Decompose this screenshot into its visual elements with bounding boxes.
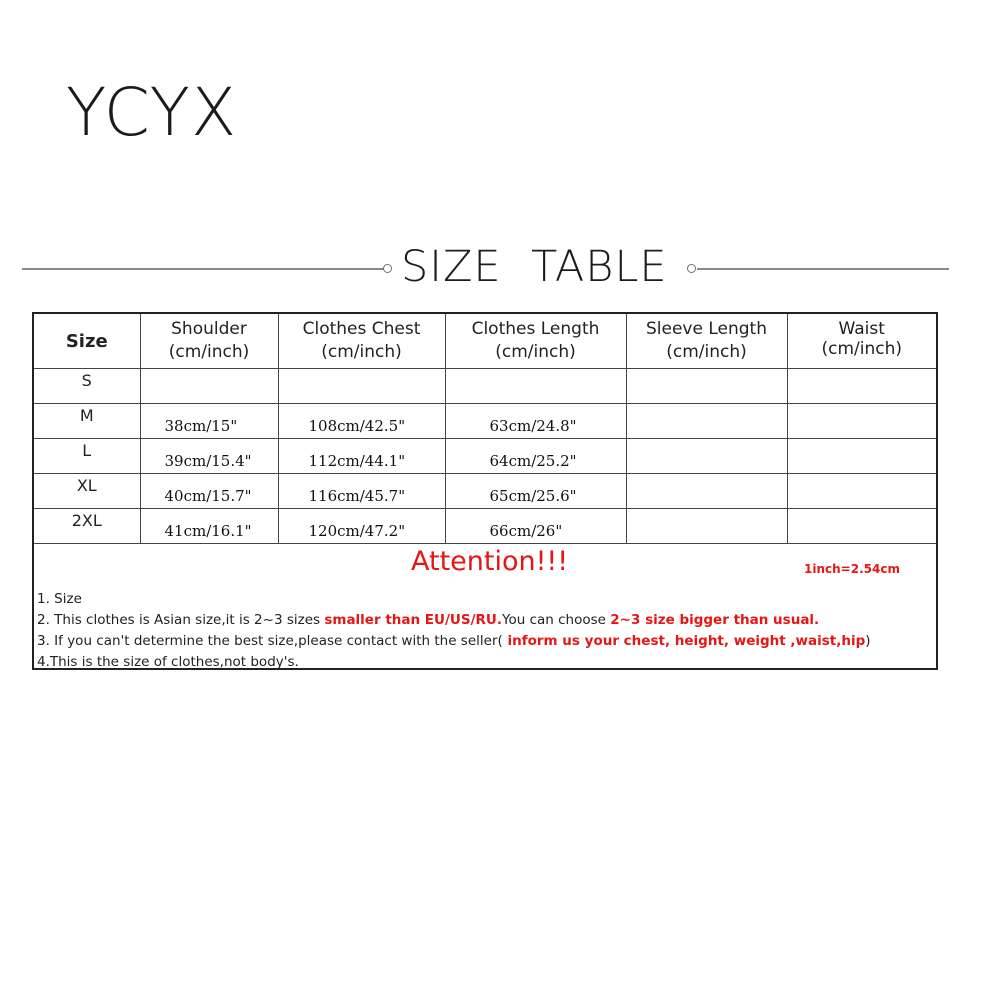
brand-logo-text: YCYX	[66, 74, 238, 151]
shoulder-cell: 39cm/15.4"	[140, 439, 278, 474]
sleeve-column-header: Sleeve Length (cm/inch)	[626, 313, 787, 369]
attention-title: Attention!!!	[411, 546, 569, 577]
size-table-heading: SIZE TABLE	[401, 242, 668, 292]
table-row	[33, 369, 937, 404]
notes-row	[33, 544, 937, 670]
chest-cell: 116cm/45.7"	[278, 474, 445, 509]
length-cell: 64cm/25.2"	[445, 439, 626, 474]
shoulder-cell: 41cm/16.1"	[140, 509, 278, 544]
table-row	[33, 439, 937, 474]
sleeve-cell	[626, 439, 787, 474]
chest-cell: 108cm/42.5"	[278, 404, 445, 439]
length-cell: 63cm/24.8"	[445, 404, 626, 439]
sleeve-cell	[626, 369, 787, 404]
size-table	[32, 312, 938, 670]
chest-cell: 112cm/44.1"	[278, 439, 445, 474]
table-row	[33, 474, 937, 509]
waist-cell	[787, 474, 937, 509]
shoulder-cell: 40cm/15.7"	[140, 474, 278, 509]
table-row	[33, 404, 937, 439]
heading-divider-right	[697, 268, 949, 270]
chest-column-header: Clothes Chest (cm/inch)	[278, 313, 445, 369]
waist-cell	[787, 439, 937, 474]
sleeve-cell	[626, 509, 787, 544]
table-row	[33, 509, 937, 544]
size-cell: XL	[33, 474, 140, 509]
waist-cell	[787, 509, 937, 544]
sleeve-cell	[626, 404, 787, 439]
inch-conversion: 1inch=2.54cm	[804, 562, 900, 576]
heading-divider-right-dot	[687, 264, 696, 273]
note-3: 3. If you can't determine the best size,please contact with the seller( inform us your chest, height, weight ,waist,hip)	[37, 633, 871, 649]
waist-cell	[787, 404, 937, 439]
shoulder-cell: 38cm/15"	[140, 404, 278, 439]
length-cell	[445, 369, 626, 404]
chest-cell: 120cm/47.2"	[278, 509, 445, 544]
notes-list	[37, 589, 936, 669]
length-column-header: Clothes Length (cm/inch)	[445, 313, 626, 369]
chest-cell	[278, 369, 445, 404]
size-cell: L	[33, 439, 140, 474]
table-header-row	[33, 313, 937, 369]
size-cell: M	[33, 404, 140, 439]
note-2: 2. This clothes is Asian size,it is 2~3 sizes smaller than EU/US/RU.You can choose 2~3 size bigger than usual.	[37, 612, 820, 628]
note-1: 1. Size	[37, 591, 82, 607]
size-cell: S	[33, 369, 140, 404]
heading-divider-left-dot	[383, 264, 392, 273]
waist-cell	[787, 369, 937, 404]
heading-divider-left	[22, 268, 384, 270]
attention-notes	[33, 544, 937, 670]
shoulder-column-header: Shoulder (cm/inch)	[140, 313, 278, 369]
note-4: 4.This is the size of clothes,not body's.	[37, 654, 299, 669]
length-cell: 65cm/25.6"	[445, 474, 626, 509]
shoulder-cell	[140, 369, 278, 404]
waist-column-header: Waist (cm/inch)	[787, 313, 937, 369]
size-cell: 2XL	[33, 509, 140, 544]
size-column-header: Size	[33, 313, 140, 369]
length-cell: 66cm/26"	[445, 509, 626, 544]
sleeve-cell	[626, 474, 787, 509]
